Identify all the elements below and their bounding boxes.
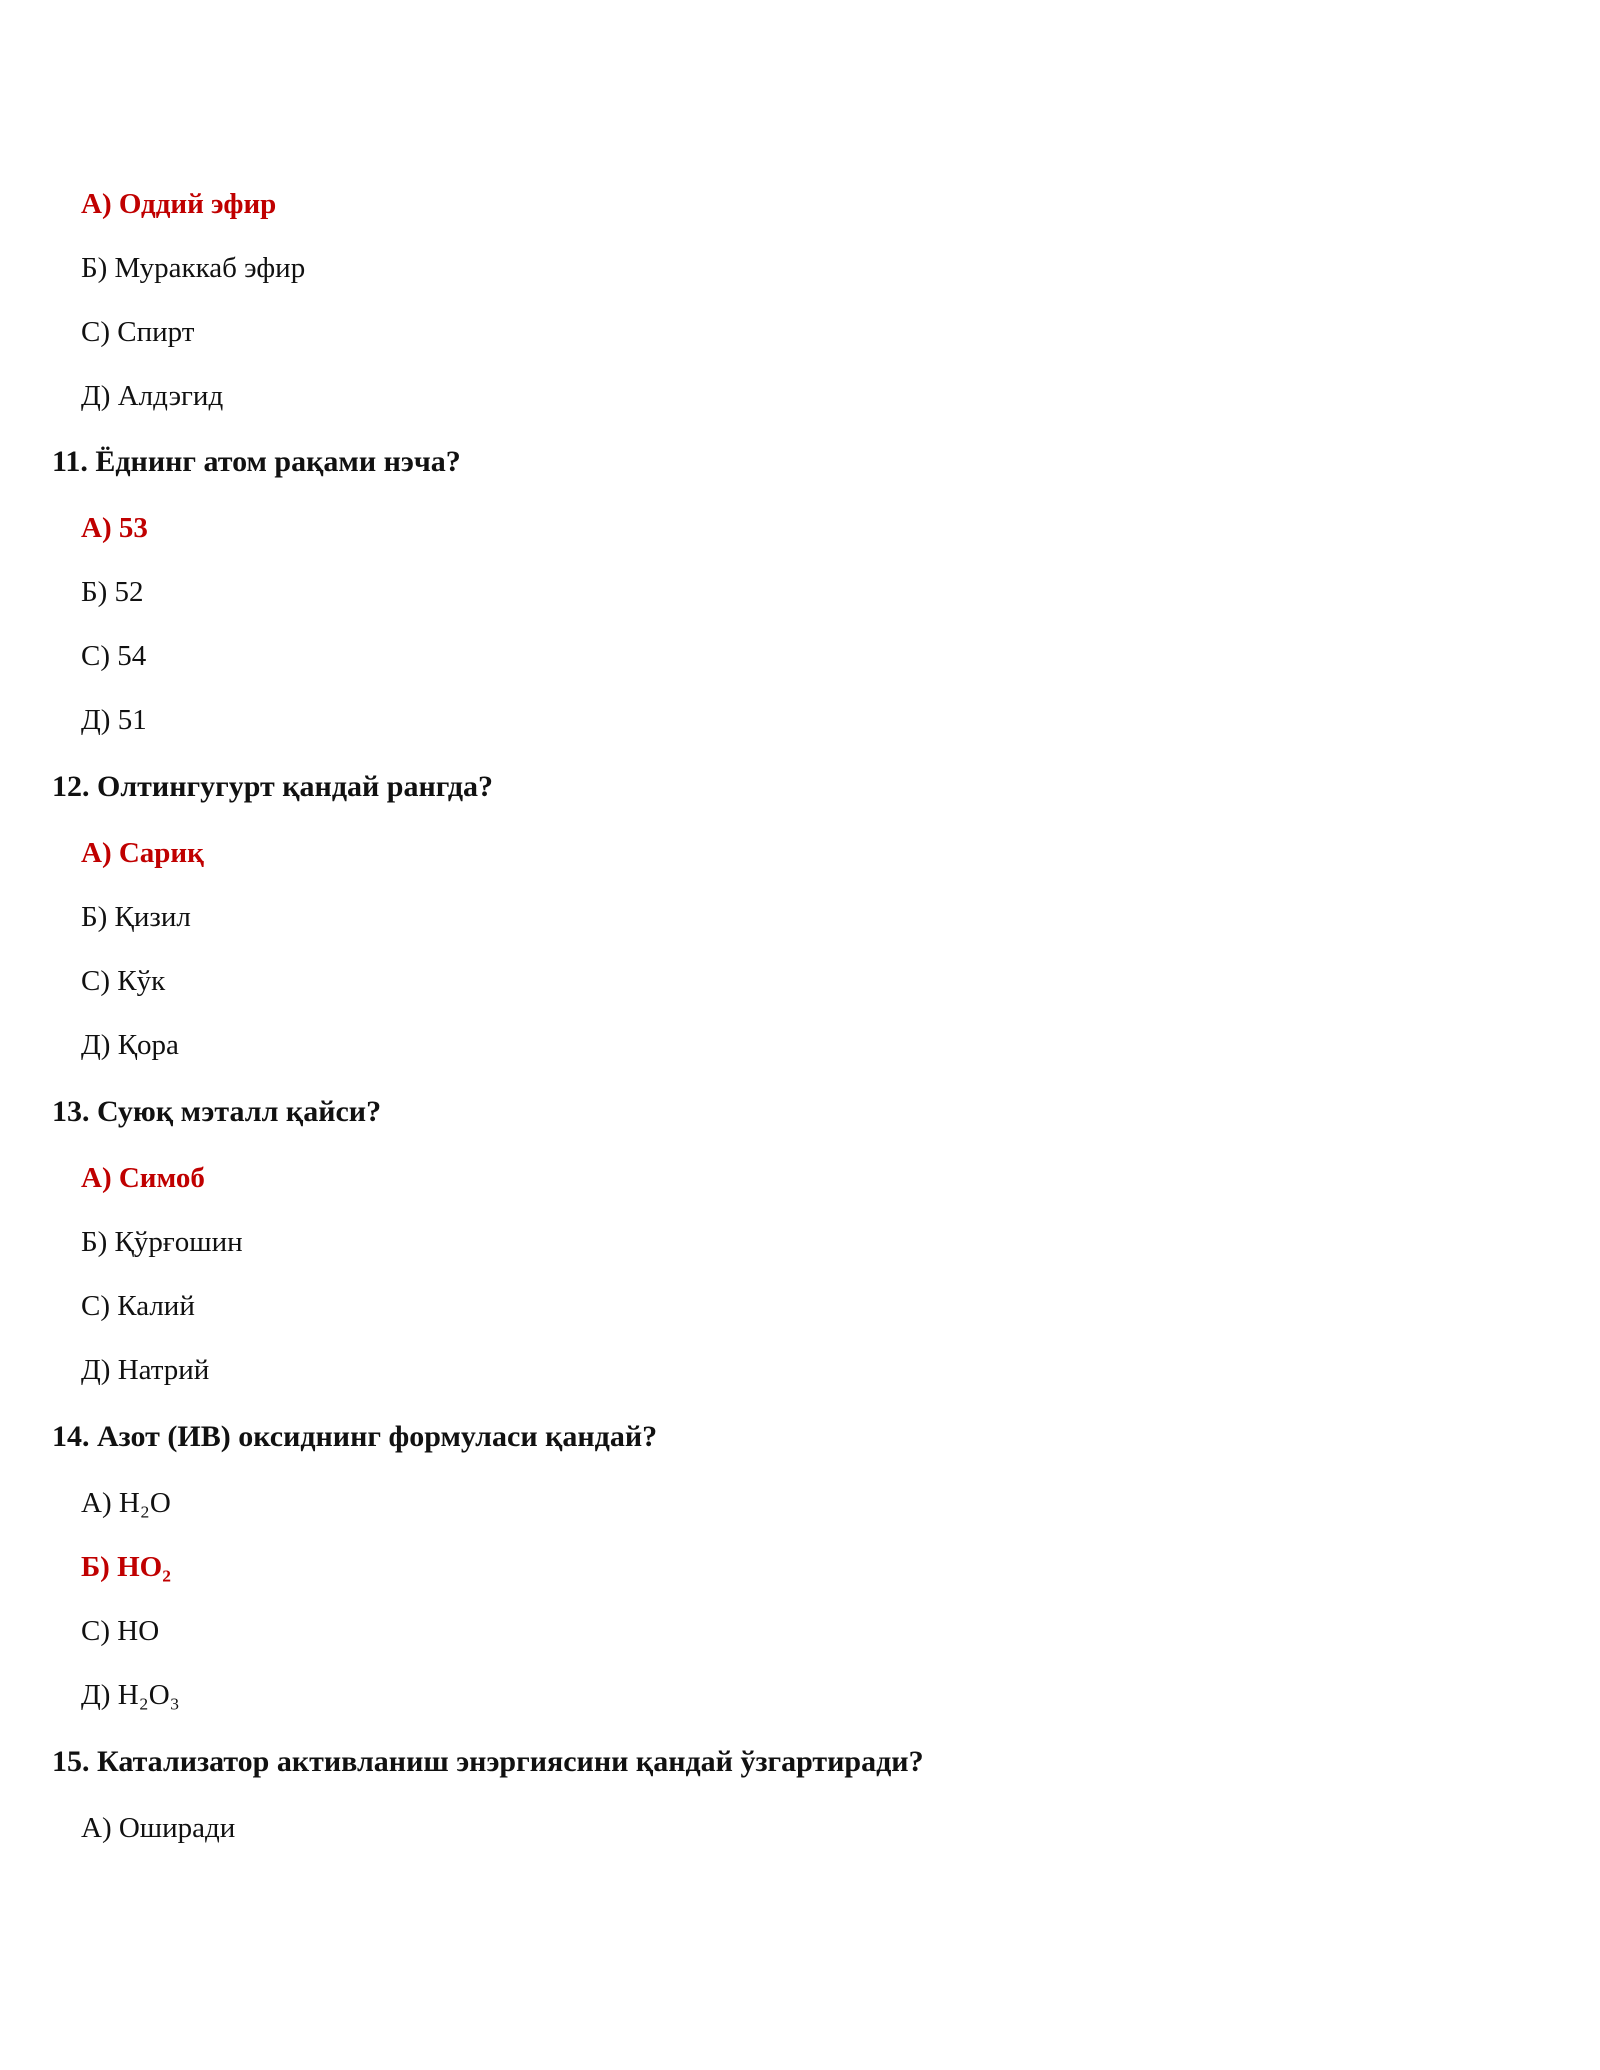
answer-option: С) Калий xyxy=(81,1290,195,1322)
answer-option-correct: А) Оддий эфир xyxy=(81,188,277,220)
answer-option-correct: А) Сариқ xyxy=(81,837,204,869)
answer-option-correct: Б) HO₂ xyxy=(81,1551,171,1583)
answer-option: Д) Натрий xyxy=(81,1354,210,1386)
answer-option: Д) Қора xyxy=(81,1029,179,1061)
answer-option: А) H₂O xyxy=(81,1487,171,1519)
answer-option: С) 54 xyxy=(81,640,147,672)
question-12: 12. Олтингугурт қандай рангда? xyxy=(52,770,494,803)
answer-option: Д) H₂O₃ xyxy=(81,1679,180,1711)
answer-option-correct: А) 53 xyxy=(81,512,148,544)
answer-option: С) Кўк xyxy=(81,965,166,997)
answer-option: Д) Алдэгид xyxy=(81,380,224,412)
answer-option: Б) 52 xyxy=(81,576,144,608)
answer-option: А) Оширади xyxy=(81,1812,236,1844)
question-11: 11. Ёднинг атом рақами нэча? xyxy=(52,445,461,478)
answer-option-correct: А) Симоб xyxy=(81,1162,205,1194)
answer-option: Д) 51 xyxy=(81,704,147,736)
question-13: 13. Суюқ мэталл қайси? xyxy=(52,1095,382,1128)
answer-option: С) HO xyxy=(81,1615,160,1647)
question-15: 15. Катализатор активланиш энэргиясини қандай ўзгартиради? xyxy=(52,1745,924,1778)
answer-option: Б) Мураккаб эфир xyxy=(81,252,306,284)
answer-option: С) Спирт xyxy=(81,316,195,348)
answer-option: Б) Қизил xyxy=(81,901,191,933)
question-14: 14. Азот (ИВ) оксиднинг формуласи қандай? xyxy=(52,1420,658,1453)
answer-option: Б) Қўрғошин xyxy=(81,1226,243,1258)
